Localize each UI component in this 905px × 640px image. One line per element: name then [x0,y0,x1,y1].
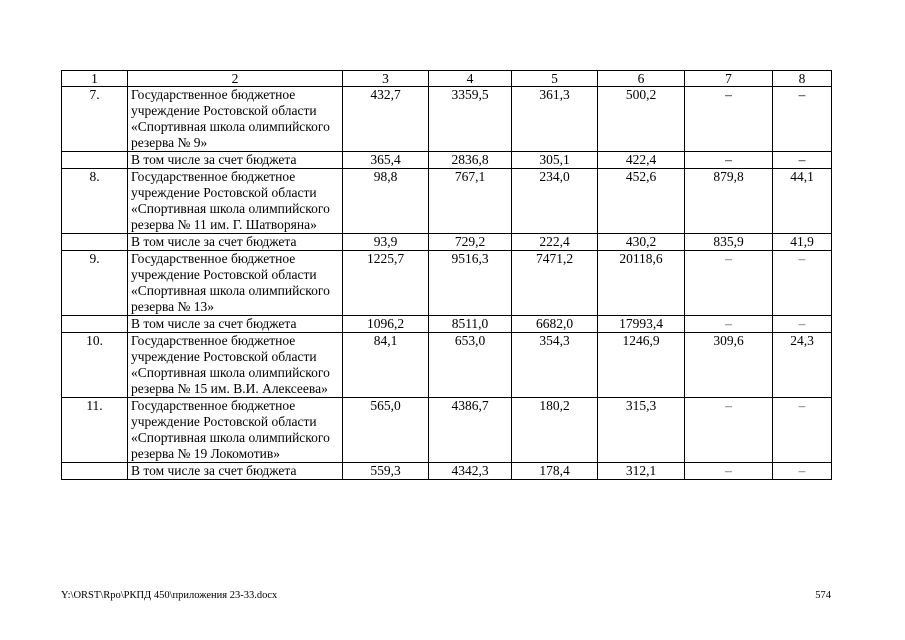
cell-col8: – [773,398,832,463]
cell-col8: – [773,251,832,316]
column-header: 4 [429,71,512,87]
cell-col4: 729,2 [429,234,512,251]
cell-col3: 565,0 [343,398,429,463]
cell-col5: 222,4 [512,234,598,251]
cell-col8: – [773,316,832,333]
cell-col8: 24,3 [773,333,832,398]
cell-col7: – [685,316,773,333]
institution-name: Государственное бюджетное учреждение Ростовской области «Спортивная школа олимпийского резерва № 19 Локомотив» [128,398,343,463]
column-header: 8 [773,71,832,87]
cell-col3: 432,7 [343,87,429,152]
cell-col6: 500,2 [598,87,685,152]
budget-subrow-label: В том числе за счет бюджета [128,463,343,480]
cell-col8: – [773,87,832,152]
cell-col3: 559,3 [343,463,429,480]
row-number [62,152,128,169]
cell-col5: 180,2 [512,398,598,463]
cell-col6: 17993,4 [598,316,685,333]
cell-col8: 41,9 [773,234,832,251]
table-row [62,463,832,480]
cell-col6: 422,4 [598,152,685,169]
cell-col6: 1246,9 [598,333,685,398]
table-row [62,169,832,234]
cell-col3: 84,1 [343,333,429,398]
cell-col7: 879,8 [685,169,773,234]
cell-col8: – [773,463,832,480]
cell-col4: 2836,8 [429,152,512,169]
column-header: 5 [512,71,598,87]
cell-col6: 452,6 [598,169,685,234]
cell-col3: 365,4 [343,152,429,169]
cell-col4: 3359,5 [429,87,512,152]
cell-col7: 835,9 [685,234,773,251]
cell-col4: 4386,7 [429,398,512,463]
cell-col6: 315,3 [598,398,685,463]
institution-name: Государственное бюджетное учреждение Ростовской области «Спортивная школа олимпийского резерва № 9» [128,87,343,152]
table-row [62,152,832,169]
cell-col4: 9516,3 [429,251,512,316]
cell-col5: 178,4 [512,463,598,480]
table-row [62,251,832,316]
column-header: 7 [685,71,773,87]
cell-col7: 309,6 [685,333,773,398]
column-header: 3 [343,71,429,87]
table-row [62,87,832,152]
cell-col8: – [773,152,832,169]
cell-col5: 305,1 [512,152,598,169]
budget-subrow-label: В том числе за счет бюджета [128,152,343,169]
table-row [62,333,832,398]
table-row [62,398,832,463]
cell-col7: – [685,251,773,316]
cell-col7: – [685,87,773,152]
cell-col3: 93,9 [343,234,429,251]
cell-col4: 8511,0 [429,316,512,333]
row-number: 8. [62,169,128,234]
row-number: 7. [62,87,128,152]
page-number: 574 [815,590,831,601]
cell-col4: 653,0 [429,333,512,398]
row-number [62,316,128,333]
budget-table [61,70,832,480]
table-header-row [62,71,832,87]
budget-subrow-label: В том числе за счет бюджета [128,234,343,251]
cell-col5: 7471,2 [512,251,598,316]
column-header: 2 [128,71,343,87]
cell-col6: 20118,6 [598,251,685,316]
cell-col6: 430,2 [598,234,685,251]
budget-subrow-label: В том числе за счет бюджета [128,316,343,333]
column-header: 1 [62,71,128,87]
cell-col8: 44,1 [773,169,832,234]
table-row [62,234,832,251]
footer-file-path: Y:\ORST\Rpo\РКПД 450\приложения 23-33.docx [61,590,278,601]
cell-col6: 312,1 [598,463,685,480]
row-number: 10. [62,333,128,398]
cell-col3: 98,8 [343,169,429,234]
institution-name: Государственное бюджетное учреждение Ростовской области «Спортивная школа олимпийского резерва № 15 им. В.И. Алексеева» [128,333,343,398]
cell-col5: 354,3 [512,333,598,398]
institution-name: Государственное бюджетное учреждение Ростовской области «Спортивная школа олимпийского резерва № 13» [128,251,343,316]
cell-col5: 6682,0 [512,316,598,333]
institution-name: Государственное бюджетное учреждение Ростовской области «Спортивная школа олимпийского резерва № 11 им. Г. Шатворяна» [128,169,343,234]
cell-col5: 234,0 [512,169,598,234]
column-header: 6 [598,71,685,87]
cell-col3: 1225,7 [343,251,429,316]
cell-col5: 361,3 [512,87,598,152]
cell-col7: – [685,398,773,463]
cell-col4: 4342,3 [429,463,512,480]
table-row [62,316,832,333]
cell-col7: – [685,152,773,169]
cell-col3: 1096,2 [343,316,429,333]
row-number [62,463,128,480]
cell-col7: – [685,463,773,480]
row-number: 11. [62,398,128,463]
row-number: 9. [62,251,128,316]
cell-col4: 767,1 [429,169,512,234]
row-number [62,234,128,251]
